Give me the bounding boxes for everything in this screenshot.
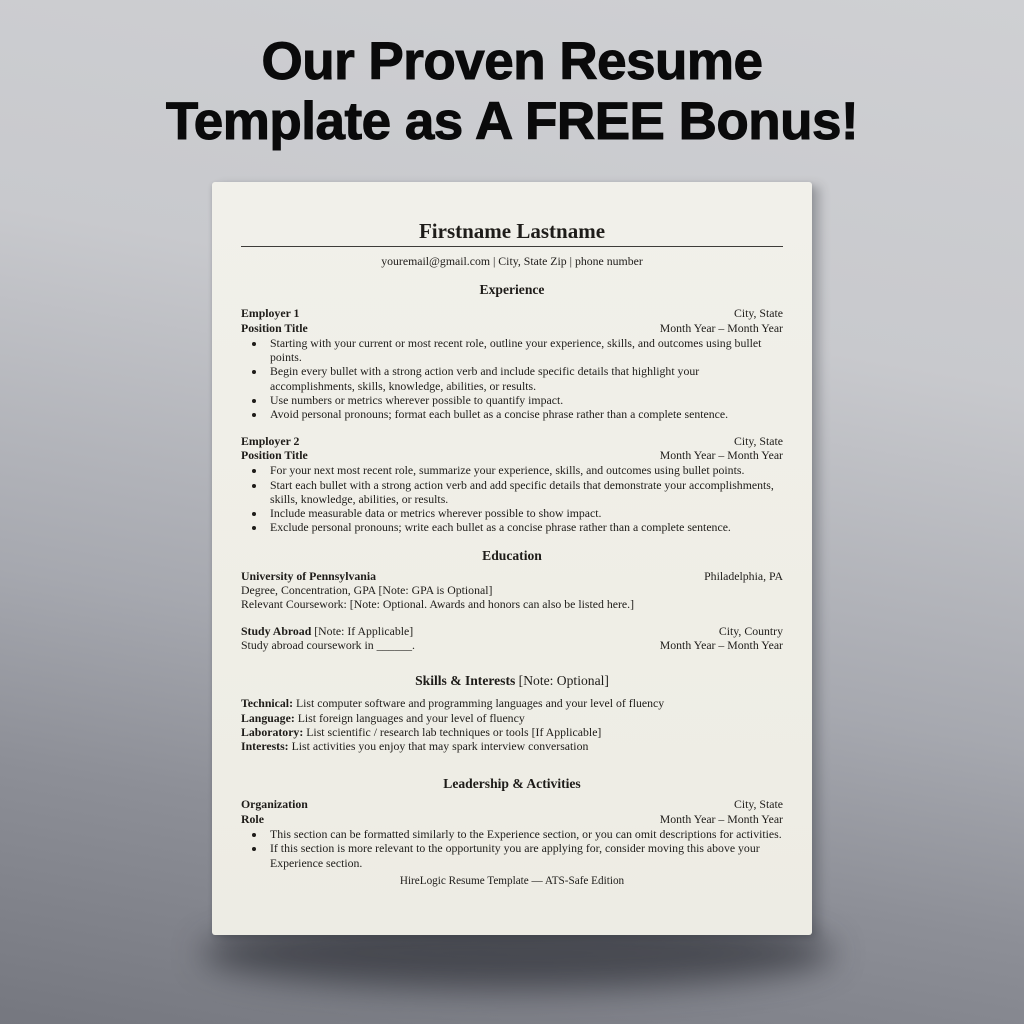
- education-entry: [241, 569, 783, 612]
- banner-title-line1: Our Proven Resume: [261, 32, 763, 91]
- leadership-dates: Month Year – Month Year: [659, 811, 783, 826]
- study-abroad-line: Study abroad coursework in ______.: [241, 637, 415, 652]
- leadership-bullet-list: [241, 827, 783, 870]
- job-subheader-row: [241, 321, 783, 335]
- resume-name: Firstname Lastname: [418, 219, 606, 243]
- school-row: [241, 569, 783, 583]
- job-location: City, State: [733, 306, 783, 321]
- skill-label: Technical:: [241, 696, 293, 711]
- employer-name: Employer 2: [241, 433, 300, 448]
- skills-heading-text: Skills & Interests: [415, 673, 516, 689]
- degree-line: Degree, Concentration, GPA [Note: GPA is Optional]: [241, 583, 493, 598]
- study-abroad-detail-row: [241, 638, 783, 652]
- experience-job-1: [241, 306, 783, 421]
- job-bullet: • Start each bullet with a strong action verb and add specific details that demonstrate your accomplishments, skills, knowledge, abilities, or results.: [266, 478, 783, 507]
- resume-footer: HireLogic Resume Template — ATS-Safe Edition: [399, 874, 625, 887]
- organization-name: Organization: [241, 797, 308, 812]
- leadership-entry: [241, 797, 783, 869]
- banner-title-line2: Template as A FREE Bonus!: [165, 92, 859, 152]
- job-bullet: • Include measurable data or metrics wherever possible to show impact.: [266, 506, 783, 520]
- study-abroad-entry: [241, 624, 783, 653]
- job-location: City, State: [733, 433, 783, 448]
- job-bullet: • Use numbers or metrics wherever possible to quantify impact.: [266, 393, 783, 407]
- job-dates: Month Year – Month Year: [659, 320, 783, 335]
- skill-text: List foreign languages and your level of fluency: [294, 710, 525, 725]
- position-title: Position Title: [241, 447, 308, 462]
- school-name: University of Pennsylvania: [241, 568, 377, 583]
- skill-line-laboratory: [241, 725, 783, 739]
- school-location: Philadelphia, PA: [704, 568, 783, 583]
- job-header-row: [241, 434, 783, 448]
- resume-page: [212, 182, 812, 935]
- study-abroad-location: City, Country: [718, 623, 783, 638]
- skill-line-technical: [241, 696, 783, 710]
- section-heading-skills: [241, 673, 783, 689]
- skill-label: Interests:: [241, 739, 289, 754]
- role-title: Role: [241, 811, 264, 826]
- employer-name: Employer 1: [241, 306, 300, 321]
- experience-job-2: [241, 434, 783, 535]
- job-bullet-list: [241, 336, 783, 422]
- job-bullet: • For your next most recent role, summarize your experience, skills, and outcomes using bullet points.: [266, 463, 783, 477]
- skills-heading-note: [Note: Optional]: [515, 673, 609, 689]
- job-bullet: • Begin every bullet with a strong action verb and include specific details that highlight your accomplishments, skills, knowledge, abilities, or results.: [266, 364, 783, 393]
- skill-label: Laboratory:: [241, 724, 304, 739]
- role-row: [241, 812, 783, 826]
- skills-list: [241, 696, 783, 753]
- job-header-row: [241, 306, 783, 320]
- study-abroad-title-group: [241, 624, 413, 638]
- name-underline-rule: [241, 246, 783, 247]
- job-subheader-row: [241, 448, 783, 462]
- skill-text: List computer software and programming languages and your level of fluency: [293, 696, 665, 711]
- job-dates: Month Year – Month Year: [659, 447, 783, 462]
- skill-text: List scientific / research lab techniques or tools [If Applicable]: [303, 724, 602, 739]
- organization-location: City, State: [733, 797, 783, 812]
- section-heading-leadership: Leadership & Activities: [443, 776, 581, 792]
- contact-line: youremail@gmail.com | City, State Zip | phone number: [381, 254, 643, 268]
- skill-label: Language:: [241, 710, 295, 725]
- study-abroad-title: Study Abroad: [241, 623, 312, 638]
- coursework-line: Relevant Coursework: [Note: Optional. Awards and honors can also be listed here.]: [241, 597, 635, 612]
- position-title: Position Title: [241, 320, 308, 335]
- leadership-bullet: • This section can be formatted similarly to the Experience section, or you can omit descriptions for activities.: [266, 827, 783, 841]
- job-bullet-list: [241, 463, 783, 534]
- skill-text: List activities you enjoy that may spark interview conversation: [288, 739, 589, 754]
- section-heading-education: Education: [482, 547, 542, 563]
- banner-title: [0, 32, 1024, 153]
- skill-line-language: [241, 711, 783, 725]
- organization-row: [241, 797, 783, 811]
- skill-line-interests: [241, 739, 783, 753]
- job-bullet: • Starting with your current or most recent role, outline your experience, skills, and outcomes using bullet points.: [266, 336, 783, 365]
- job-bullet: • Avoid personal pronouns; format each bullet as a concise phrase rather than a complete sentence.: [266, 407, 783, 421]
- job-bullet: • Exclude personal pronouns; write each bullet as a concise phrase rather than a complete sentence.: [266, 520, 783, 534]
- study-abroad-dates: Month Year – Month Year: [659, 637, 783, 652]
- study-abroad-title-note: [Note: If Applicable]: [311, 623, 414, 638]
- leadership-bullet: • If this section is more relevant to the opportunity you are applying for, consider moving this above your Experience section.: [266, 841, 783, 870]
- section-heading-experience: Experience: [479, 282, 545, 298]
- study-abroad-header-row: [241, 624, 783, 638]
